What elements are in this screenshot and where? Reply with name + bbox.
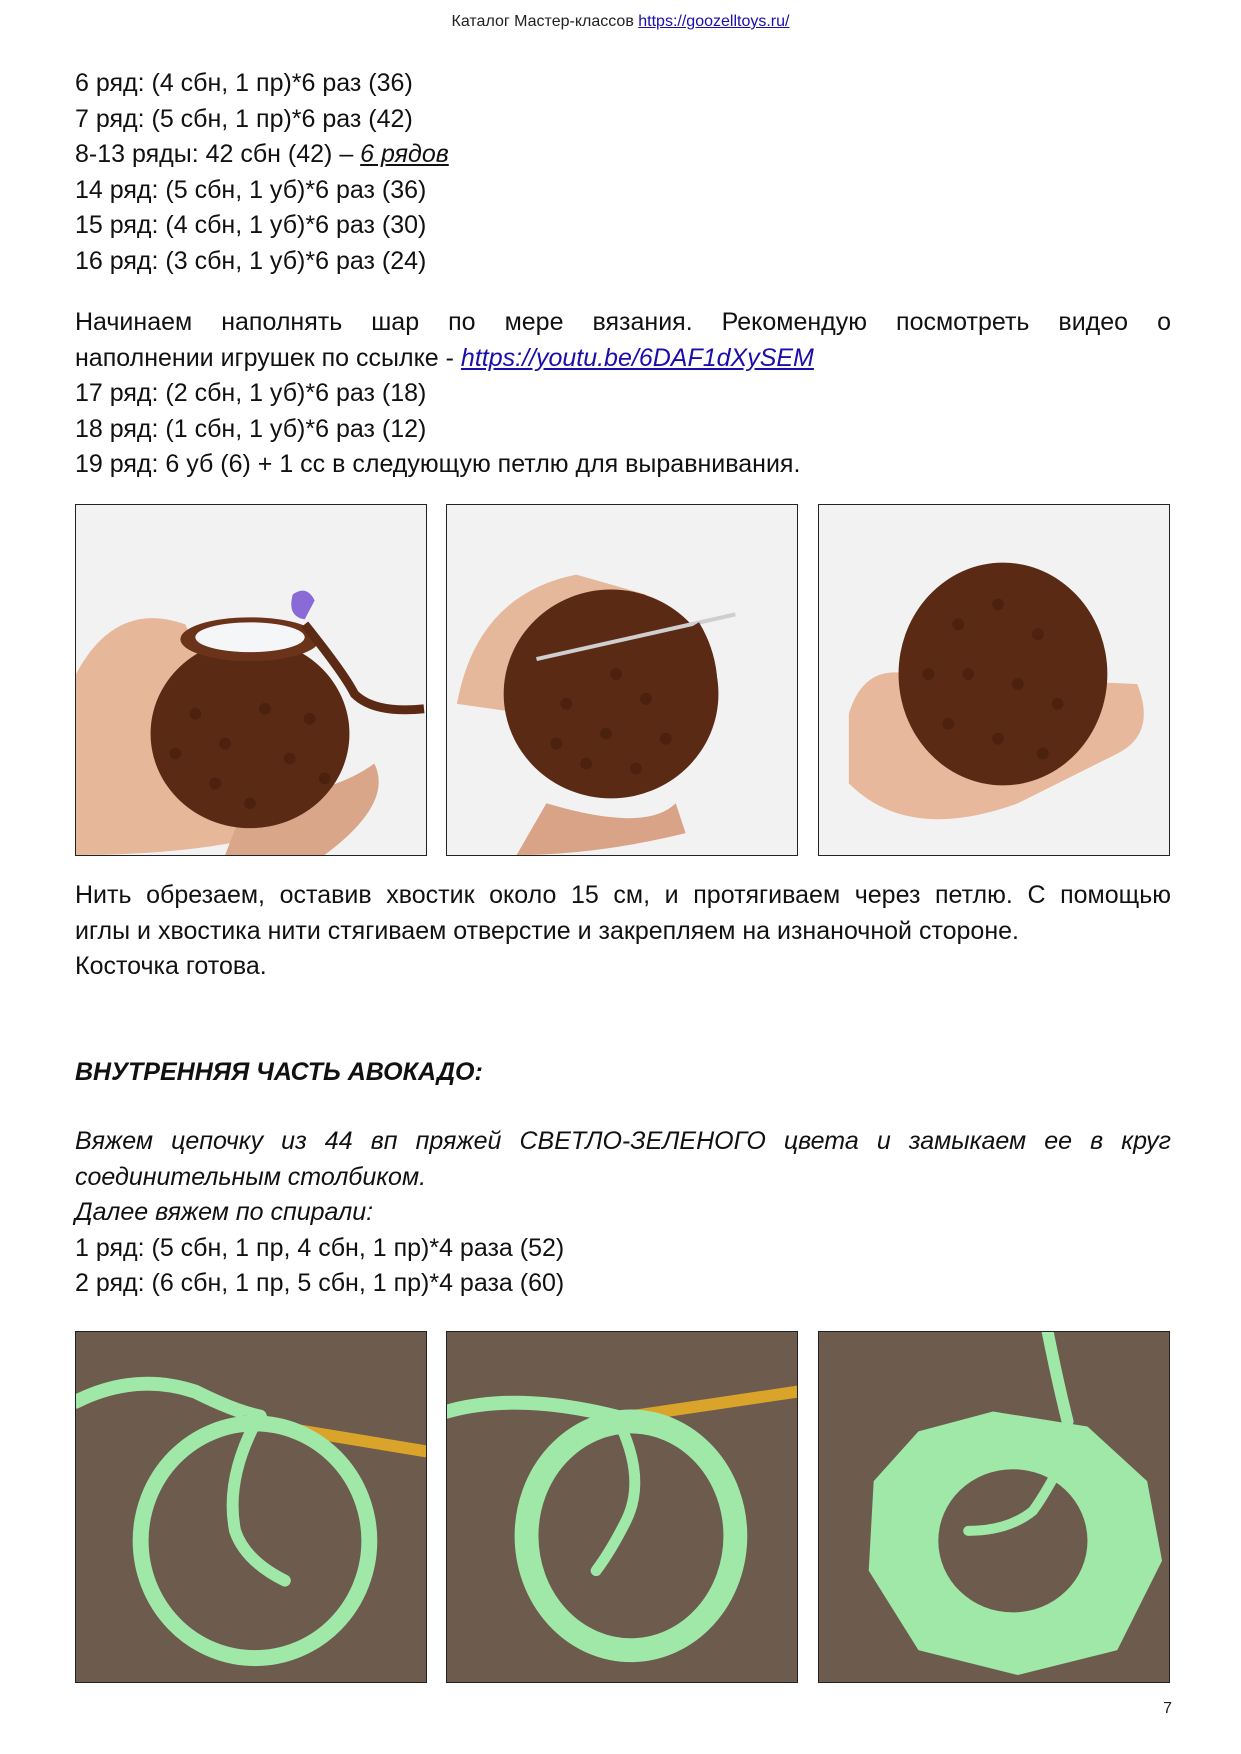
- page-number: 7: [1163, 1700, 1172, 1717]
- photo-ball-open: [75, 504, 427, 856]
- inner-note-line1: Вяжем цепочку из 44 вп пряжей СВЕТЛО-ЗЕЛЕНОГО цвета и замыкаем ее в круг: [75, 1127, 1171, 1155]
- photo-ball-needle-image: [447, 505, 797, 855]
- row-line: 1 ряд: (5 сбн, 1 пр, 4 сбн, 1 пр)*4 раза (52): [75, 1233, 565, 1262]
- photo-ball-closed: [818, 504, 1170, 856]
- photo-ball-open-image: [76, 505, 426, 855]
- fill-note-prefix: наполнении игрушек по ссылке -: [75, 343, 461, 372]
- row-emphasis: 6 рядов: [360, 140, 449, 168]
- row-text: 8-13 ряды: 42 сбн (42) –: [75, 140, 361, 168]
- inner-note-line3: Далее вяжем по спирали:: [75, 1198, 374, 1226]
- finish-note-line2: иглы и хвостика нити стягиваем отверстие и закрепляем на изнаночной стороне.: [75, 916, 1019, 945]
- header-link[interactable]: https://goozelltoys.ru/: [638, 13, 790, 30]
- header-prefix: Каталог Мастер-классов: [451, 13, 639, 30]
- photo-green-row2: [818, 1331, 1170, 1683]
- row-line: 16 ряд: (3 сбн, 1 уб)*6 раз (24): [75, 246, 427, 275]
- page-header: [0, 13, 1241, 31]
- inner-note-line2: соединительным столбиком.: [75, 1162, 427, 1191]
- photo-green-row2-image: [819, 1332, 1169, 1682]
- photo-green-chain: [75, 1331, 427, 1683]
- row-line: 2 ряд: (6 сбн, 1 пр, 5 сбн, 1 пр)*4 раза (60): [75, 1269, 565, 1297]
- row-line: 7 ряд: (5 сбн, 1 пр)*6 раз (42): [75, 104, 413, 133]
- photo-green-row1-image: [447, 1332, 797, 1682]
- row-line: 14 ряд: (5 сбн, 1 уб)*6 раз (36): [75, 175, 427, 204]
- rows-section-2: [75, 305, 1171, 483]
- row-line: 6 ряд: (4 сбн, 1 пр)*6 раз (36): [75, 69, 413, 97]
- inner-note: [75, 1124, 1171, 1302]
- finish-note-line3: Косточка готова.: [75, 952, 267, 980]
- photo-green-chain-image: [76, 1332, 426, 1682]
- rows-section-1: [75, 66, 1171, 279]
- row-line: 19 ряд: 6 уб (6) + 1 сс в следующую петлю для выравнивания.: [75, 450, 801, 478]
- row-line-8-13: [75, 137, 1171, 173]
- photo-ball-needle: [446, 504, 798, 856]
- fill-note-line2: [75, 341, 1171, 377]
- section-title: ВНУТРЕННЯЯ ЧАСТЬ АВОКАДО:: [75, 1058, 483, 1086]
- photo-ball-closed-image: [819, 505, 1169, 855]
- row-line: 17 ряд: (2 сбн, 1 уб)*6 раз (18): [75, 379, 427, 407]
- fill-note-line1: Начинаем наполнять шар по мере вязания. Рекомендую посмотреть видео о: [75, 308, 1171, 336]
- row-line: 15 ряд: (4 сбн, 1 уб)*6 раз (30): [75, 211, 427, 239]
- video-link[interactable]: https://youtu.be/6DAF1dXySEM: [460, 343, 814, 372]
- row-line: 18 ряд: (1 сбн, 1 уб)*6 раз (12): [75, 414, 427, 443]
- photo-green-row1: [446, 1331, 798, 1683]
- finish-note: [75, 878, 1171, 985]
- finish-note-line1: Нить обрезаем, оставив хвостик около 15 см, и протягиваем через петлю. С помощью: [75, 881, 1171, 909]
